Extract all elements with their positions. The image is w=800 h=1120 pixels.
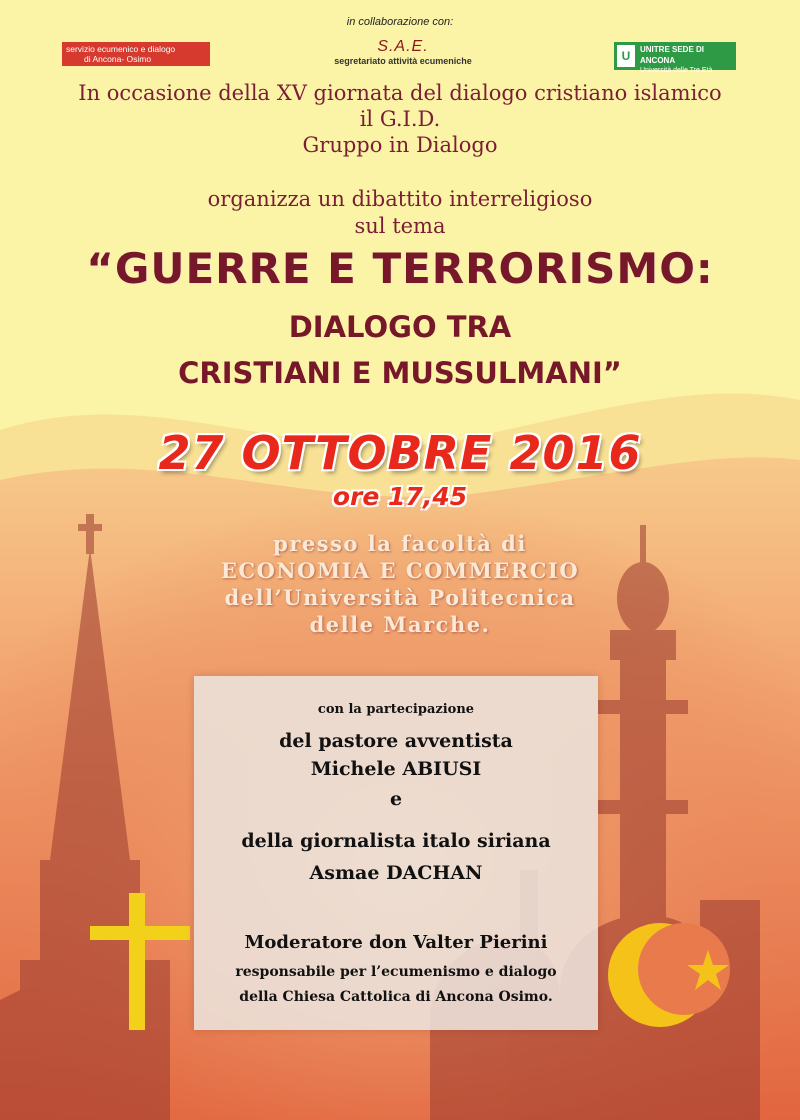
- intro-line: Gruppo in Dialogo: [302, 133, 498, 157]
- main-title: “GUERRE E TERRORISMO:: [86, 244, 714, 293]
- participants-panel: [194, 676, 598, 1030]
- intro-line: In occasione della XV giornata del dialogo cristiano islamico: [78, 81, 722, 105]
- organize-line: organizza un dibattito interreligioso: [207, 187, 593, 211]
- venue-line: delle Marche.: [309, 612, 491, 637]
- participant-name: Asmae DACHAN: [309, 862, 483, 884]
- title-line: CRISTIANI E MUSSULMANI”: [178, 356, 622, 390]
- event-time: ore 17,45: [332, 482, 468, 511]
- venue-line: ECONOMIA E COMMERCIO: [220, 558, 580, 583]
- conjunction: e: [389, 788, 403, 810]
- event-date: 27 OTTOBRE 2016: [158, 426, 642, 480]
- moderator-role: responsabile per l’ecumenismo e dialogo: [235, 964, 557, 980]
- participation-intro: con la partecipazione: [317, 702, 475, 717]
- venue-line: presso la facoltà di: [273, 531, 527, 556]
- organize-line: sul tema: [354, 214, 446, 238]
- intro-line: il G.I.D.: [359, 107, 441, 131]
- venue-line: dell’Università Politecnica: [224, 585, 576, 610]
- ecumenical-service-logo: servizio ecumenico e dialogo di Ancona- Osimo: [62, 42, 210, 66]
- sae-logo: S.A.E. segretariato attività ecumeniche: [334, 38, 472, 66]
- title-line: DIALOGO TRA: [288, 310, 512, 344]
- unitre-logo: U UNITRE SEDE DI ANCONA Università delle Tre Età: [614, 42, 736, 70]
- participant-role: della giornalista italo siriana: [241, 830, 551, 852]
- participant-role: del pastore avventista: [279, 730, 513, 752]
- collaboration-label: in collaborazione con:: [346, 16, 454, 28]
- participant-name: Michele ABIUSI: [310, 758, 482, 780]
- moderator: Moderatore don Valter Pierini: [244, 932, 548, 953]
- moderator-role: della Chiesa Cattolica di Ancona Osimo.: [239, 989, 553, 1005]
